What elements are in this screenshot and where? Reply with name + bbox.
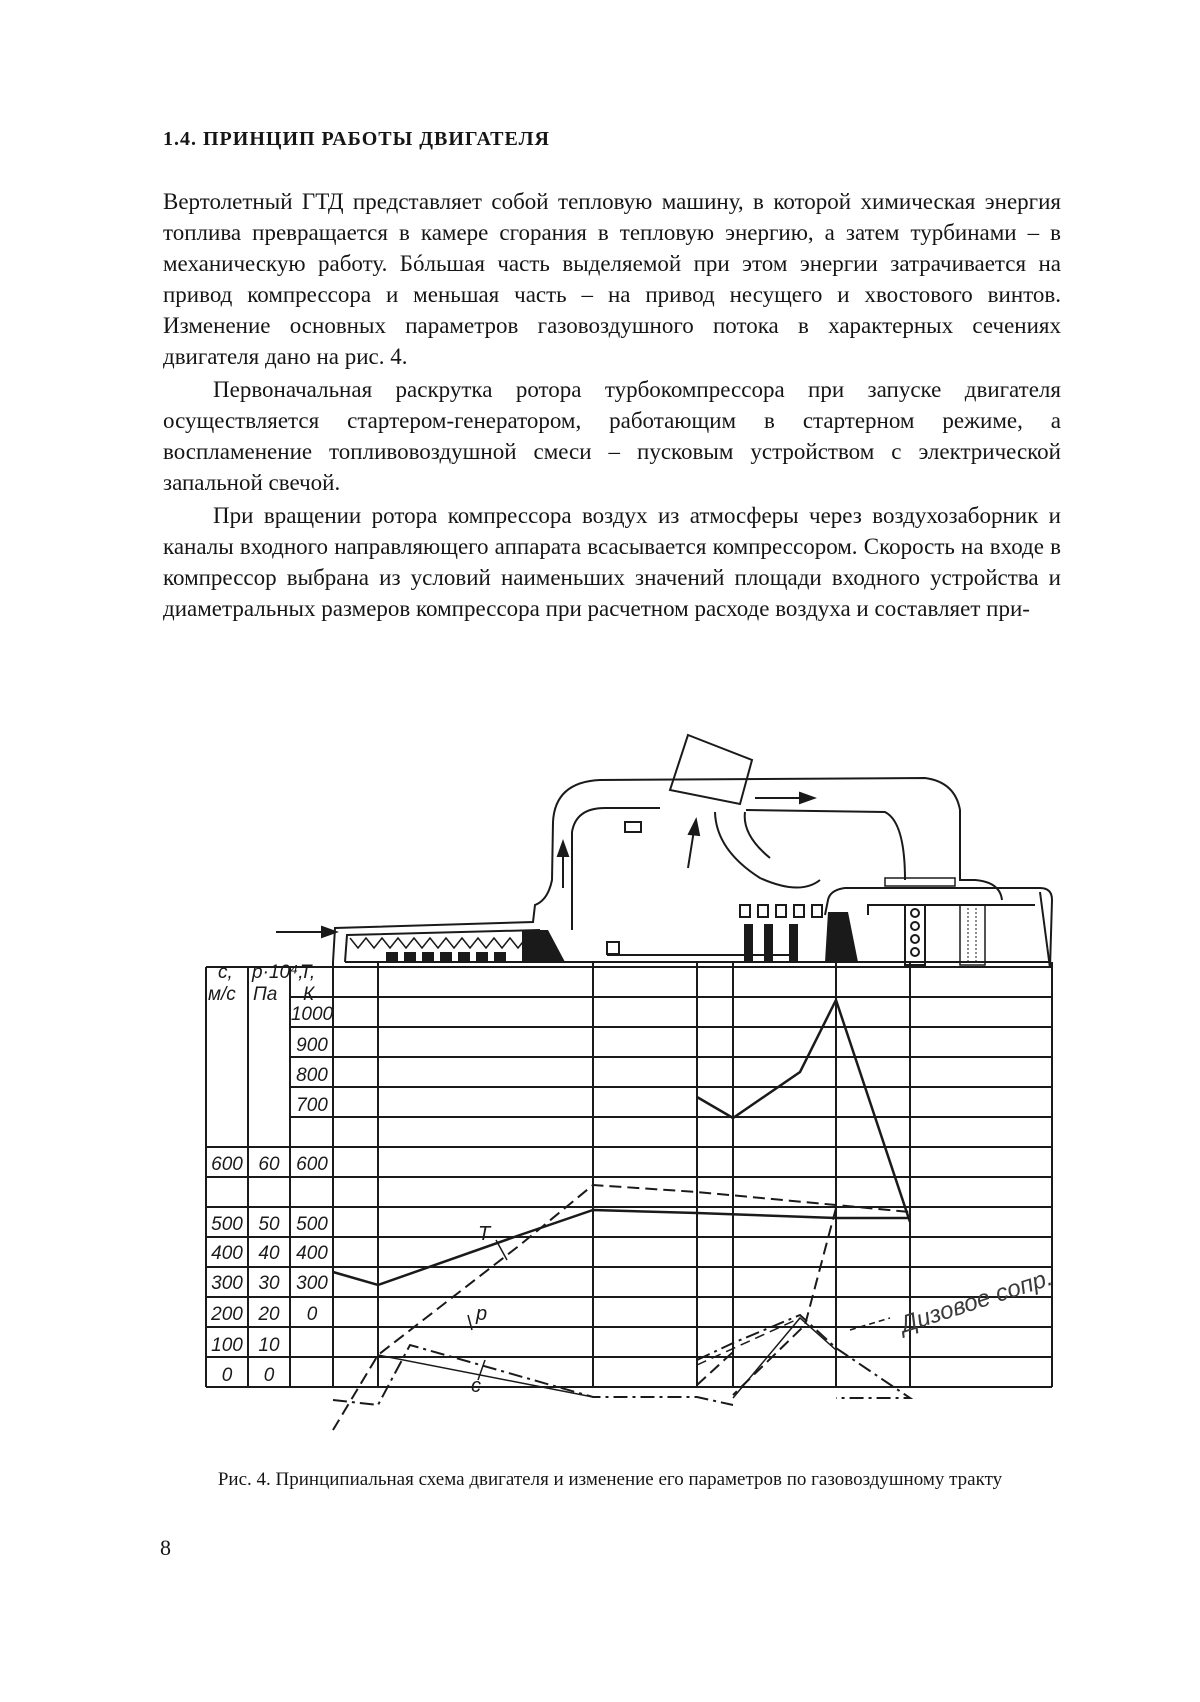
c-tick-label: 0 [221,1365,233,1386]
p-tick-label: 50 [258,1214,280,1235]
pressure-curve-label: p [476,1303,488,1325]
velocity-curve [333,1345,733,1405]
temperature-curve-hot [697,1000,910,1222]
velocity-line-mid [378,1355,593,1397]
handwritten-note: Дизовое сопр. [896,1263,1056,1339]
c-tick-label: 400 [211,1243,243,1264]
figure-caption: Рис. 4. Принципиальная схема двигателя и изменение его параметров по газовоздушному тракту [217,1469,1003,1490]
free-turbine [905,905,985,965]
c-tick-label: 300 [211,1273,243,1294]
p-tick-label: 0 [263,1365,275,1386]
t-tick-label: 800 [296,1065,328,1086]
t-ticks [291,1004,334,1325]
t-tick-label: 400 [296,1243,328,1264]
temperature-curve-label: T [478,1223,491,1245]
p-tick-label: 40 [258,1243,280,1264]
paragraph-2: Первоначальная раскрутка ротора турбокомпрессора при запуске двигателя осуществляется стартером-генератором, работающим в стартерном режиме, а воспламенение топливовоздушной смеси – пусковым устройством с электрической запальной свечой. [163,377,1061,495]
t-tick-label: 900 [296,1035,328,1056]
t-tick-label: 700 [296,1095,328,1116]
p-axis-unit: Па [253,984,278,1005]
engine-schematic [276,735,1052,968]
t-tick-label: 0 [306,1304,318,1325]
c-axis-header: c, [218,962,233,983]
c-tick-label: 500 [211,1214,243,1235]
t-axis-header: T, [300,962,316,983]
page-number: 8 [160,1535,171,1560]
intake-arrow [276,927,336,937]
t-tick-label: 600 [296,1154,328,1175]
p-tick-label: 30 [258,1273,280,1294]
velocity-curve-label: c [471,1375,481,1397]
c-ticks [210,1154,243,1386]
t-tick-label: 1000 [290,1004,334,1025]
p-axis-header: p·10⁴, [252,962,304,983]
section-heading: 1.4. ПРИНЦИП РАБОТЫ ДВИГАТЕЛЯ [163,128,550,150]
p-tick-label: 60 [258,1154,280,1175]
t-tick-label: 300 [296,1273,328,1294]
c-tick-label: 100 [211,1335,243,1356]
paragraph-1: Вертолетный ГТД представляет собой тепловую машину, в которой химическая энергия топлива превращается в камере сгорания в тепловую энергию, а затем турбинами – в механическую работу. Бóльшая часть выделяемой при этом энергии затрачивается на привод компрессора и меньшая часть – на привод несущего и хвостового винтов. Изменение основных параметров газовоздушного потока в характерных сечениях двигателя дано на рис. 4. [163,189,1061,369]
pressure-curve [333,1185,910,1430]
c-tick-label: 600 [211,1154,243,1175]
c-axis-unit: м/с [208,984,236,1005]
temperature-curve [333,1210,910,1285]
t-axis-unit: К [303,984,315,1005]
exhaust-pipe [670,735,752,804]
flow-arrow [755,793,814,803]
c-tick-label: 200 [211,1304,243,1325]
t-tick-label: 500 [296,1214,328,1235]
p-ticks [257,1154,280,1386]
channel-arrows [558,820,699,888]
paragraph-3: При вращении ротора компрессора воздух из атмосферы через воздухозаборник и каналы входного направляющего аппарата всасывается компрессором. Скорость на входе в компрессор выбрана из условий наименьших значений площади входного устройства и диаметральных размеров компрессора при расчетном расходе воздуха и составляет при- [163,503,1061,621]
p-tick-label: 10 [258,1335,280,1356]
p-tick-label: 20 [258,1304,280,1325]
